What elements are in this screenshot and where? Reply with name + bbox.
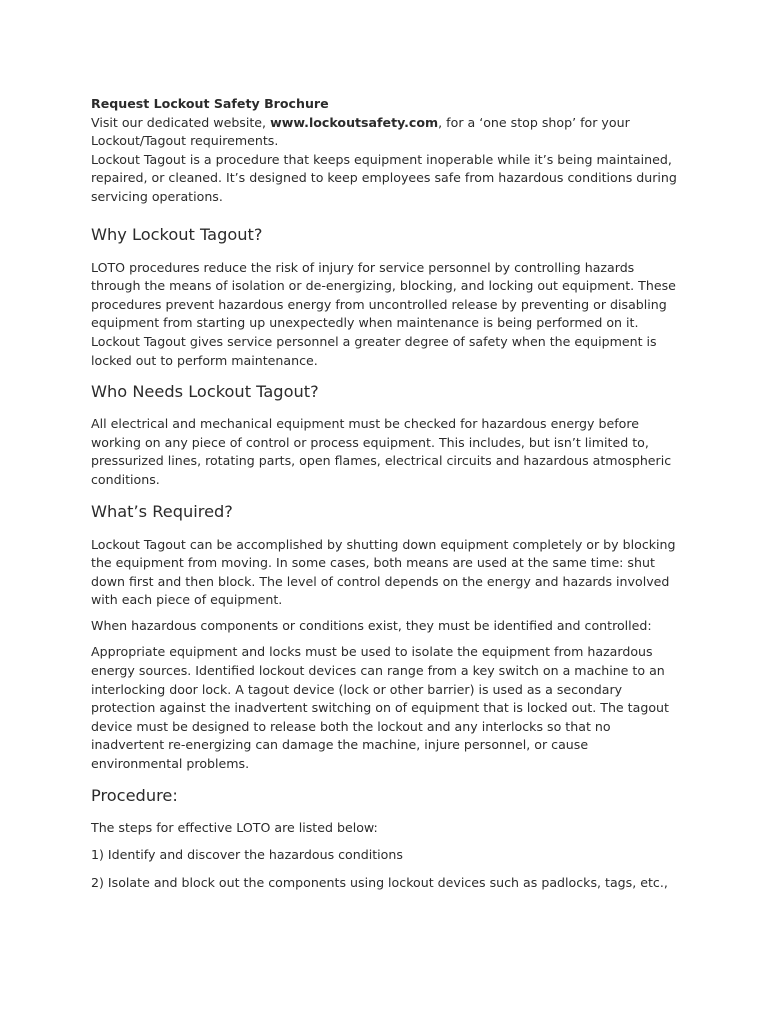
paragraph-required-1: Lockout Tagout can be accomplished by shutting down equipment completely or by blocking the equipment from moving. In some cases, both means are used at the same time: shut down first and then block. The level of control depends on the energy and hazards involved with each piece of equipment. <box>91 536 676 608</box>
intro-description: Lockout Tagout is a procedure that keeps equipment inoperable while it’s being maintained, repaired, or cleaned. It’s designed to keep employees safe from hazardous conditions during servicing operations. <box>91 151 677 204</box>
website-link[interactable]: www.lockoutsafety.com <box>270 114 439 130</box>
heading-whats-required: What’s Required? <box>91 501 233 521</box>
procedure-step: 1) Identify and discover the hazardous conditions <box>91 847 403 863</box>
paragraph-why: LOTO procedures reduce the risk of injury for service personnel by controlling hazards through the means of isolation or de-energizing, blocking, and locking out equipment. These procedures prevent hazardous energy from uncontrolled release by preventing or disabling equipment from starting up unexpectedly when maintenance is being performed on it. Lockout Tagout gives service personnel a greater degree of safety when the equipment is locked out to perform maintenance. <box>91 259 676 368</box>
procedure-step: 2) Isolate and block out the components using lockout devices such as padlocks, tags, etc., <box>91 874 668 890</box>
heading-procedure: Procedure: <box>91 785 178 805</box>
paragraph-required-2: When hazardous components or conditions exist, they must be identified and controlled: <box>91 617 652 633</box>
visit-line <box>91 114 678 151</box>
visit-text-after: , for a ‘one stop shop’ for your Lockout/Tagout requirements. <box>91 114 630 149</box>
paragraph-who: All electrical and mechanical equipment must be checked for hazardous energy before working on any piece of control or process equipment. This includes, but isn’t limited to, pressurized lines, rotating parts, open flames, electrical circuits and hazardous atmospheric conditions. <box>91 416 672 487</box>
intro-block <box>91 95 678 207</box>
paragraph-procedure-intro: The steps for effective LOTO are listed below: <box>91 819 378 835</box>
brochure-title: Request Lockout Safety Brochure <box>91 96 329 111</box>
visit-text-before: Visit our dedicated website, <box>91 114 271 130</box>
heading-why-lockout-tagout: Why Lockout Tagout? <box>91 224 263 244</box>
heading-who-needs-lockout-tagout: Who Needs Lockout Tagout? <box>91 382 319 402</box>
paragraph-required-3: Appropriate equipment and locks must be used to isolate the equipment from hazardous energy sources. Identified lockout devices can range from a key switch on a machine to an interlocking door lock. A tagout device (lock or other barrier) is used as a secondary protection against the inadvertent switching on of equipment that is locked out. The tagout device must be designed to release both the lockout and any interlocks so that no inadvertent re-energizing can damage the machine, injure personnel, or cause environmental problems. <box>91 644 669 772</box>
